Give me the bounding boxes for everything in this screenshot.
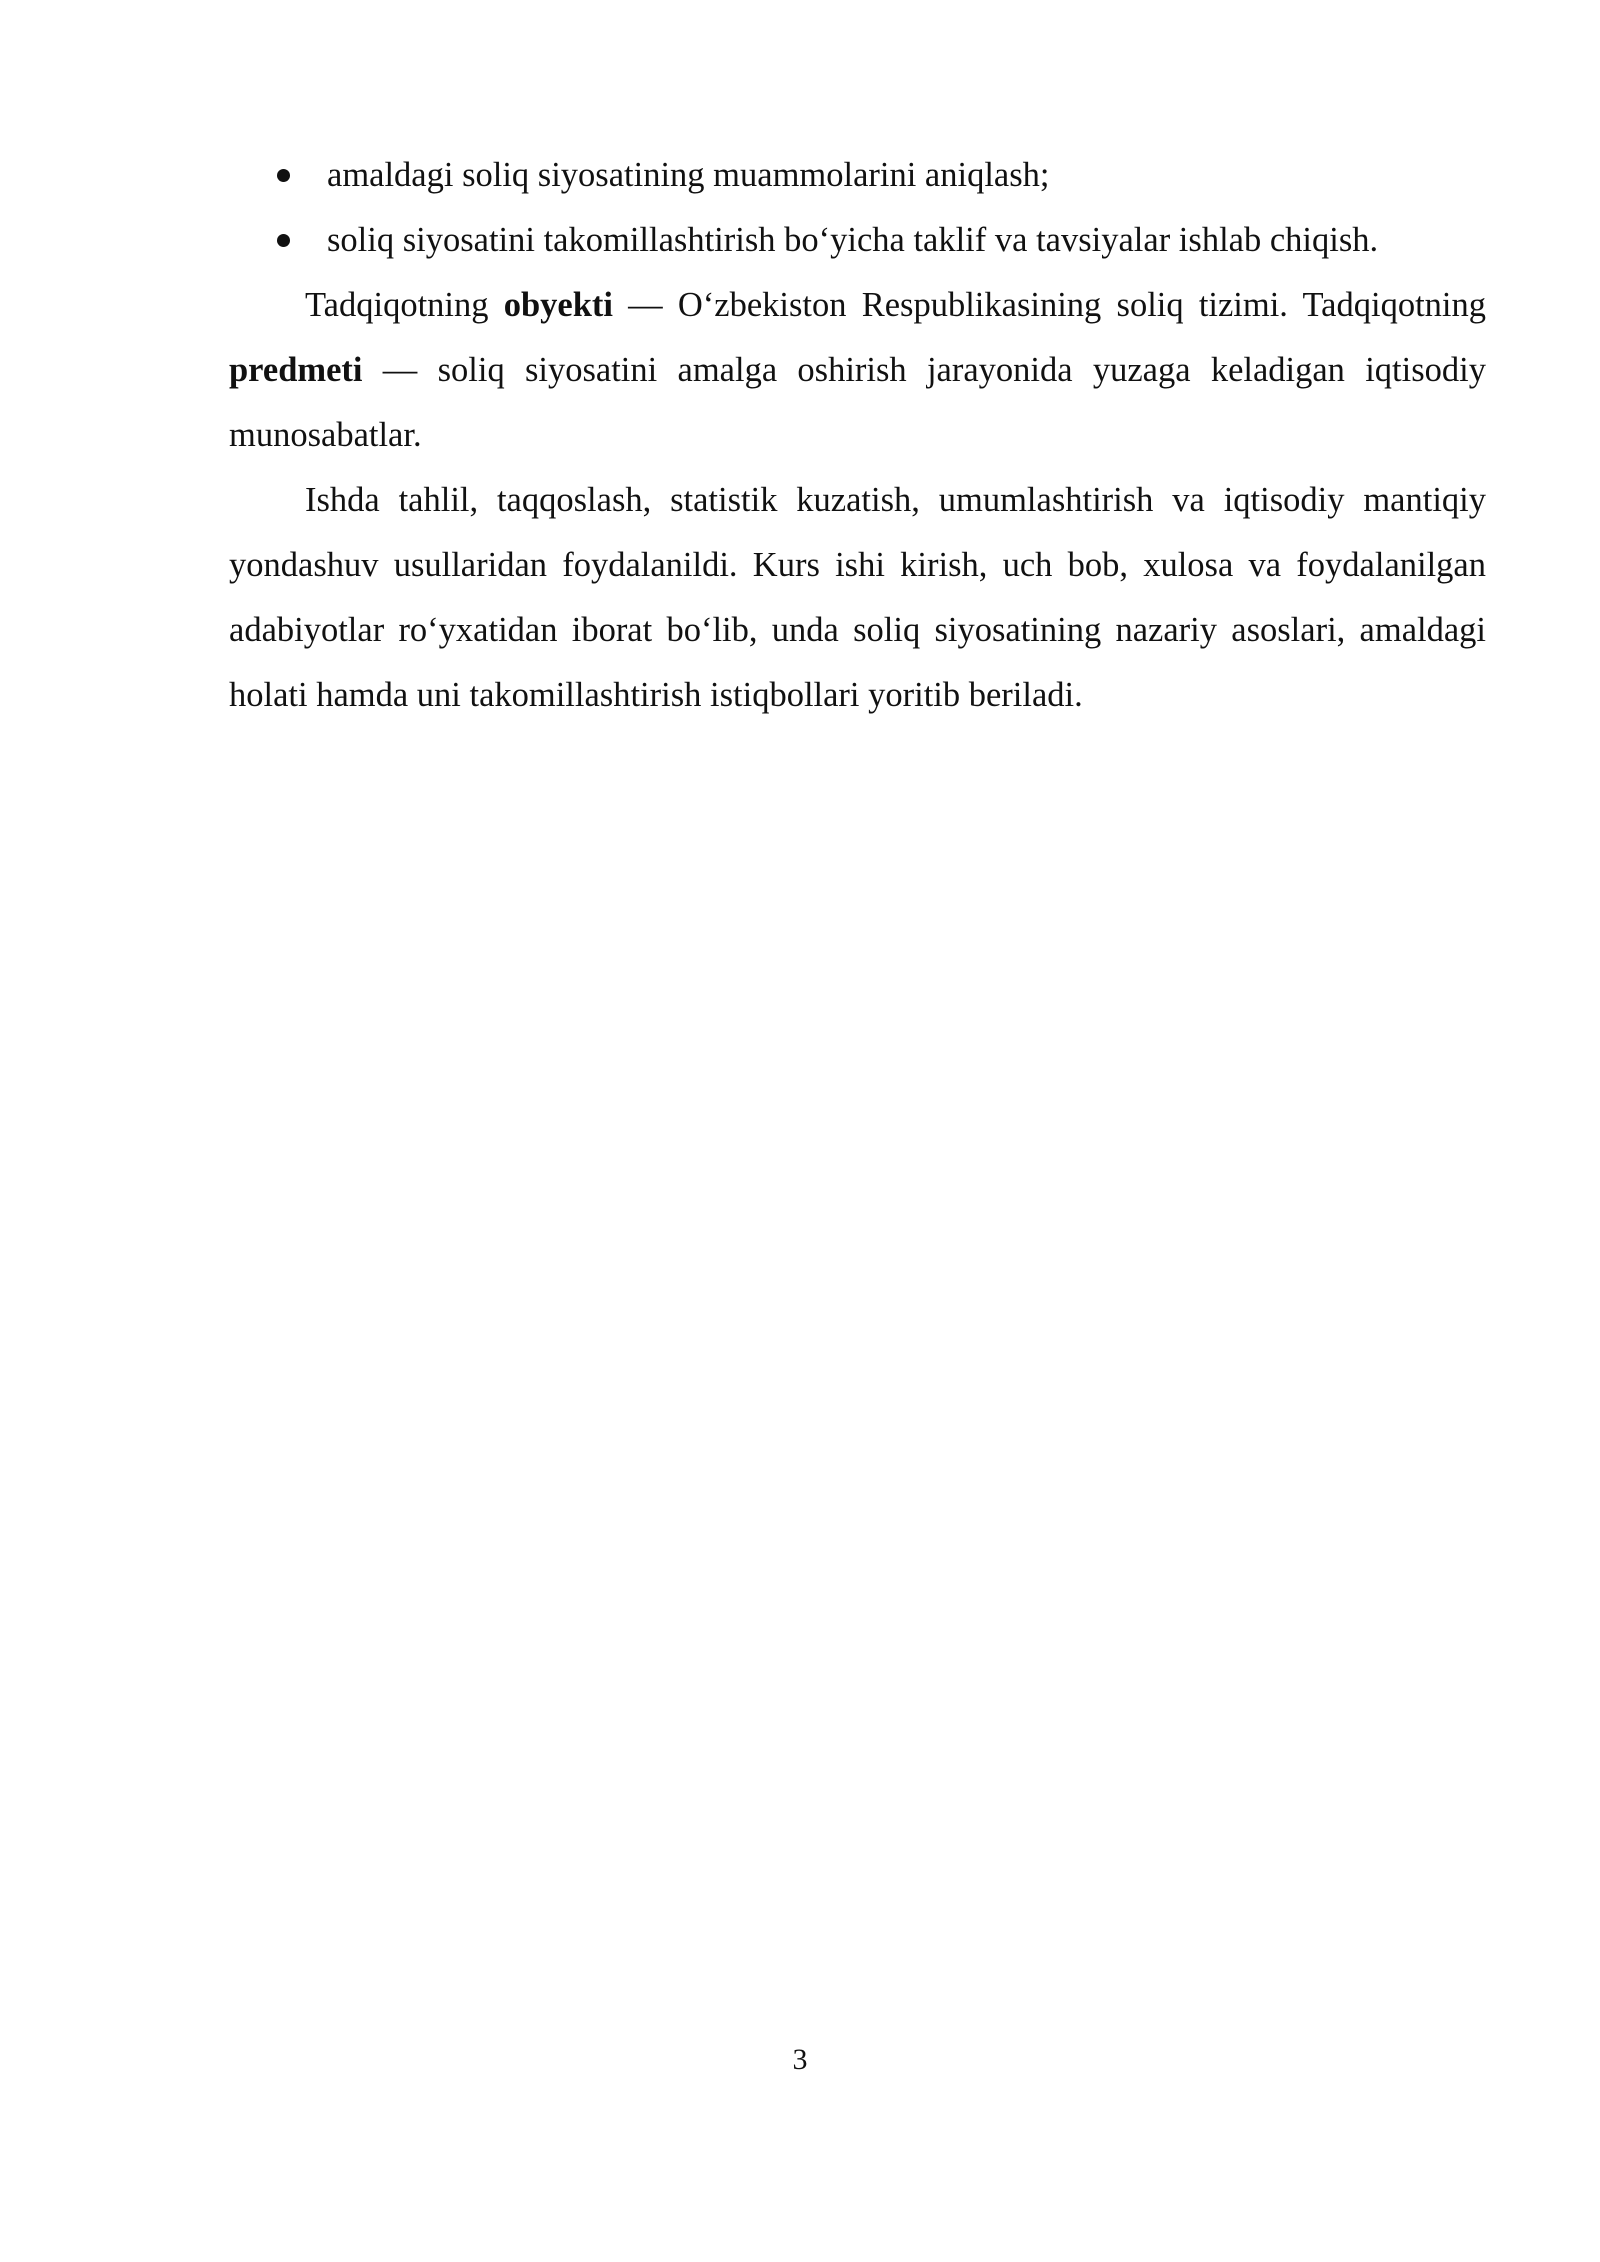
page-number: 3: [792, 2043, 808, 2076]
list-item: [229, 208, 1486, 273]
methods-paragraph: Ishda tahlil, taqqoslash, statistik kuzatish, umumlashtirish va iqtisodiy mantiqiy yondashuv usullaridan foydalanildi. Kurs ishi kirish, uch bob, xulosa va foydalanilgan adabiyotlar ro‘yxatidan iborat bo‘lib, unda soliq siyosatining nazariy asoslari, amaldagi holati hamda uni takomillashtirish istiqbollari yoritib beriladi.: [229, 481, 1486, 714]
list-item-text: amaldagi soliq siyosatining muammolarini aniqlash;: [327, 156, 1050, 194]
list-item: [229, 143, 1486, 208]
bullet-icon: [277, 234, 290, 247]
object-subject-paragraph: [229, 273, 1486, 468]
bullet-icon: [277, 169, 290, 182]
paragraph-text: — O‘zbekiston Respublikasining soliq tizimi. Tadqiqotning: [612, 286, 1487, 324]
task-list: [229, 143, 1486, 273]
subject-term: predmeti: [229, 351, 363, 389]
object-term: obyekti: [503, 286, 613, 324]
page-content: [229, 143, 1486, 728]
paragraph-text: — soliq siyosatini amalga oshirish jarayonida yuzaga keladigan iqtisodiy munosabatlar.: [229, 351, 1486, 454]
list-item-text: soliq siyosatini takomillashtirish bo‘yicha taklif va tavsiyalar ishlab chiqish.: [327, 221, 1379, 259]
paragraph-text: Tadqiqotning: [305, 286, 504, 324]
